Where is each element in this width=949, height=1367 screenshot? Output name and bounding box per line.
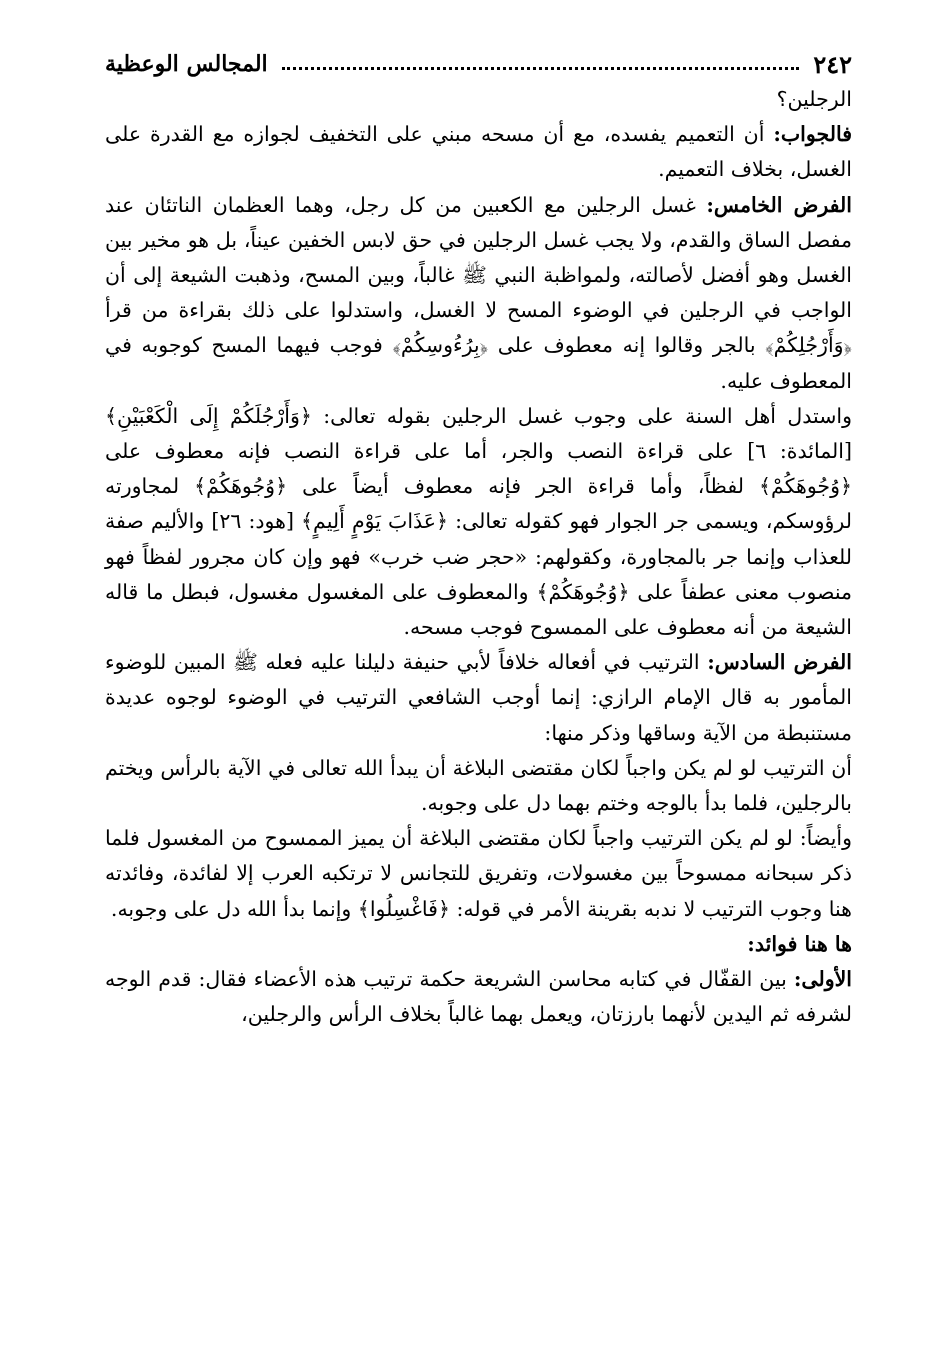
paragraph-lead: الفرض الخامس: xyxy=(706,192,852,217)
section-heading-benefits: ها هنا فوائد: xyxy=(747,931,852,956)
paragraph-sixth-obligation: الفرض السادس: الترتيب في أفعاله خلافاً لأبي حنيفة دليلنا عليه فعله ﷺ المبين للوضوء المأمور به قال الإمام الرازي: إنما أوجب الشافعي الترتيب في الوضوء لوجوه عديدة مستنبطة من الآية وساقها وذكر منها: xyxy=(105,650,852,745)
page-body xyxy=(105,82,852,1032)
paragraph-order-argument-1: أن الترتيب لو لم يكن واجباً لكان مقتضى البلاغة أن يبدأ الله تعالى في الآية بالرأس ويختم بالرجلين، فلما بدأ بالوجه وختم بهما دل على وجوبه. xyxy=(105,755,852,816)
paragraph-sunni-evidence: واستدل أهل السنة على وجوب غسل الرجلين بقوله تعالى: ﴿وَأَرْجُلَكُمْ إِلَى الْكَعْبَيْنِ﴾ [المائدة: ٦] على قراءة النصب والجر، أما على قراءة النصب فإنه معطوف على ﴿وُجُوهَكُمْ﴾ لفظاً، وأما قراءة الجر فإنه معطوف أيضاً على ﴿وُجُوهَكُمْ﴾ لمجاورته لرؤوسكم، ويسمى جر الجوار فهو كقوله تعالى: ﴿عَذَابَ يَوْمٍ أَلِيمٍ﴾ [هود: ٢٦] والأليم صفة للعذاب وإنما جر بالمجاورة، وكقولهم: «حجر ضب خرب» فهو وإن كان مجرور لفظاً فهو منصوب معنى عطفاً على ﴿وُجُوهَكُمْ﴾ والمعطوف على المغسول مغسول، فبطل ما قاله الشيعة من أنه معطوف على الممسوح فوجب مسحه. xyxy=(105,403,852,640)
paragraph-fifth-obligation: الفرض الخامس: غسل الرجلين مع الكعبين من كل رجل، وهما العظمان الناتئان عند مفصل الساق والقدم، ولا يجب غسل الرجلين في حق لابس الخفين عيناً، بل هو مخير بين الغسل وهو أفضل لأصالته، ولمواظبة النبي ﷺ غالباً، وبين المسح، وذهبت الشيعة إلى أن الواجب في الرجلين في الوضوء المسح لا الغسل، واستدلوا على ذلك بقراءة من قرأ ﴿وَأَرْجُلِكُمْ﴾ بالجر وقالوا إنه معطوف على ﴿بِرُءُوسِكُمْ﴾ فوجب فيهما المسح كوجوبه في المعطوف عليه. xyxy=(105,192,852,393)
paragraph-continuation: الرجلين؟ xyxy=(776,87,852,111)
running-header xyxy=(105,44,852,84)
paragraph-lead: فالجواب: xyxy=(773,122,852,147)
page-number: ٢٤٢ xyxy=(813,49,852,79)
book-title: المجالس الوعظية xyxy=(105,51,268,77)
paragraph-lead: الأولى: xyxy=(793,967,852,992)
paragraph-answer: فالجواب: أن التعميم يفسده، مع أن مسحه مبني على التخفيف لجوازه مع القدرة على الغسل، بخلاف التعميم. xyxy=(105,122,852,182)
paragraph-order-argument-2: وأيضاً: لو لم يكن الترتيب واجباً لكان مقتضى البلاغة أن يميز الممسوح من المغسول فلما ذكر سبحانه ممسوحاً بين مغسولات، وتفريق للتجانس لا ترتكبه العرب إلا لفائدة، وفائدته هنا وجوب الترتيب لا ندبه بقرينة الأمر في قوله: ﴿فَاغْسِلُوا﴾ وإنما بدأ الله دل على وجوبه. xyxy=(105,826,852,921)
paragraph-lead: الفرض السادس: xyxy=(707,650,852,675)
paragraph-first-benefit: الأولى: بين القفّال في كتابه محاسن الشريعة حكمة ترتيب هذه الأعضاء فقال: قدم الوجه لشرفه ثم اليدين لأنهما بارزتان، ويعمل بهما غالباً بخلاف الرأس والرجلين، xyxy=(105,967,852,1027)
header-dotted-leader xyxy=(282,65,800,70)
